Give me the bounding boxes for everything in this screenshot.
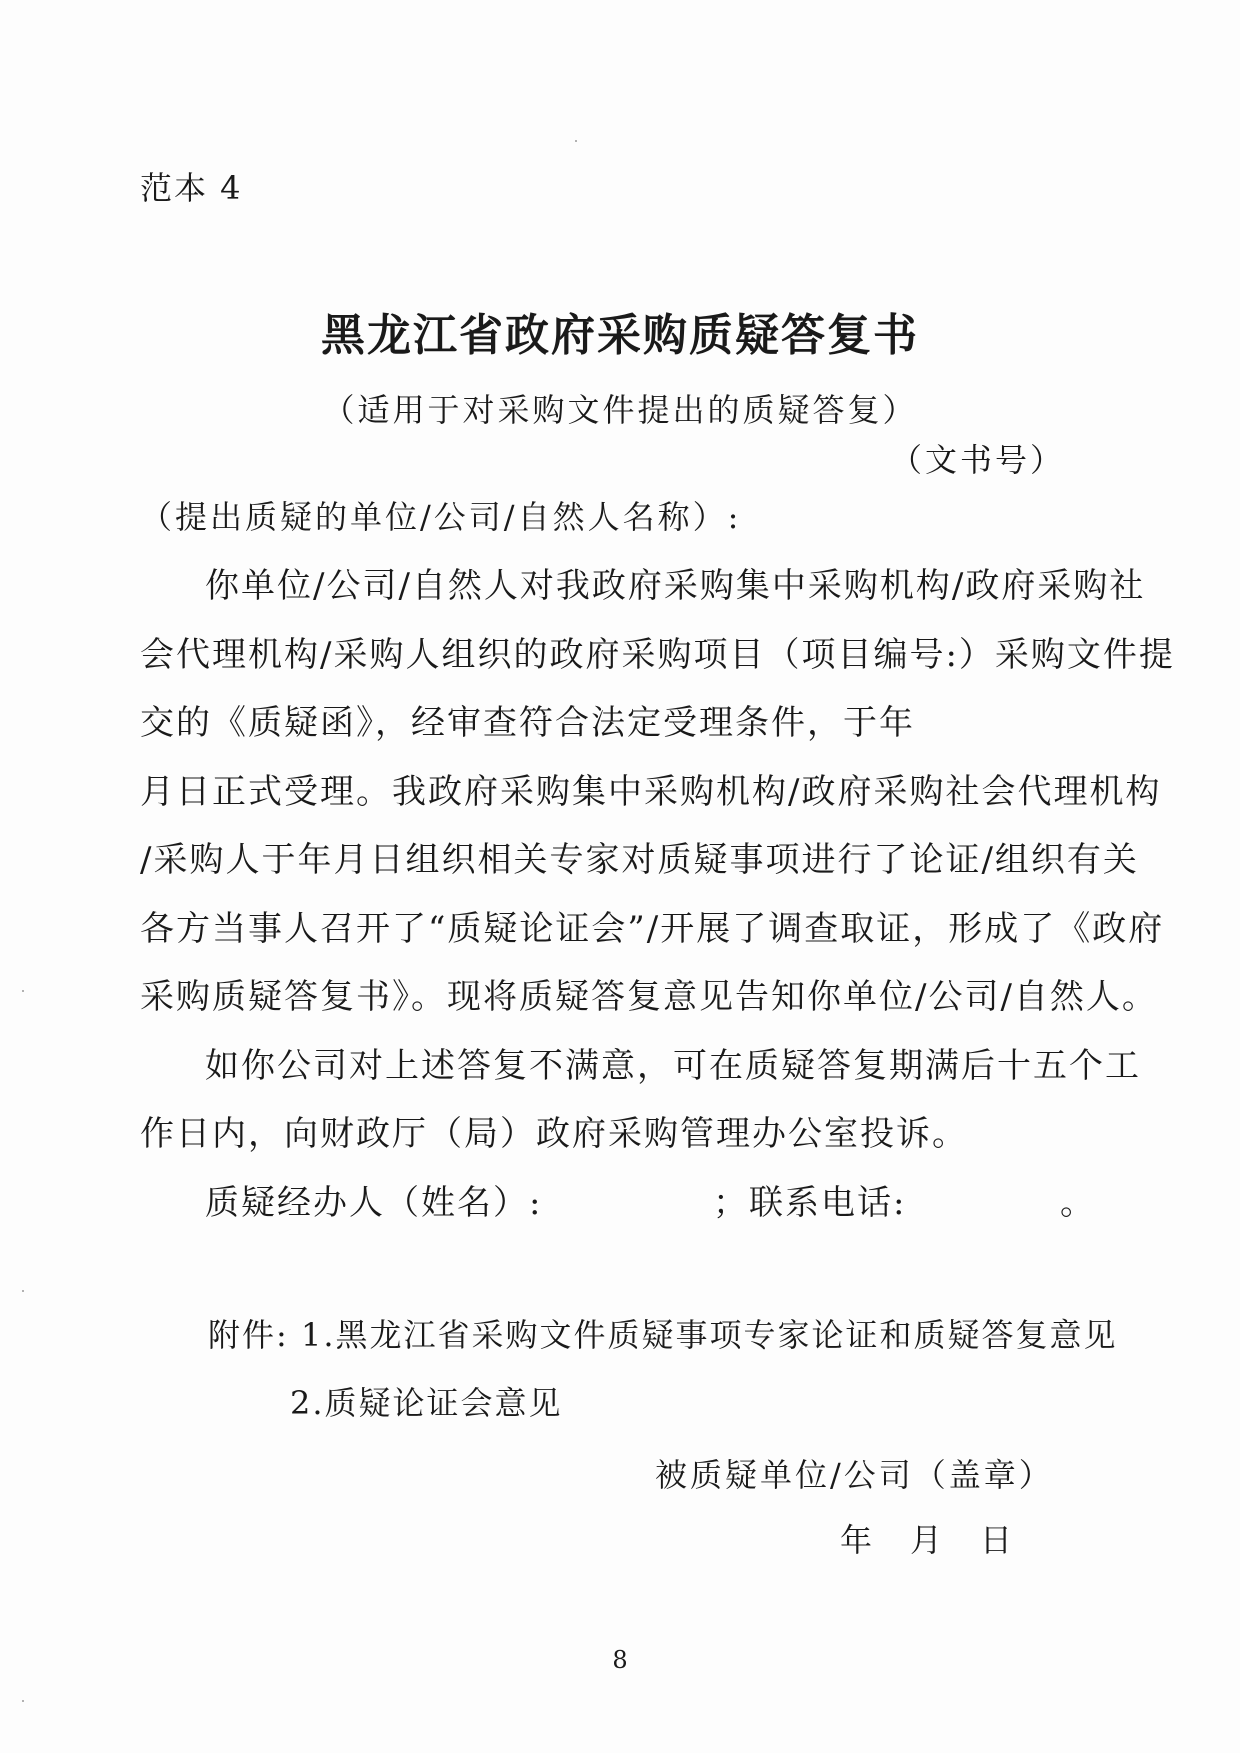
body-line: 你单位/公司/自然人对我政府采购集中采购机构/政府采购社	[205, 566, 1146, 606]
body-line: 如你公司对上述答复不满意，可在质疑答复期满后十五个工	[205, 1046, 1141, 1086]
body-line: 采购质疑答复书》。现将质疑答复意见告知你单位/公司/自然人。	[140, 977, 1158, 1017]
scan-speck	[22, 1290, 24, 1292]
scan-speck	[575, 140, 577, 142]
date-line	[840, 1520, 1050, 1560]
scan-speck	[22, 990, 24, 992]
document-title: 黑龙江省政府采购质疑答复书	[321, 310, 919, 361]
contact-end-mark: 。	[1060, 1183, 1096, 1223]
attachment-item-2: 2.质疑论证会意见	[290, 1384, 563, 1422]
body-line: 各方当事人召开了“质疑论证会”/开展了调查取证，形成了《政府	[140, 909, 1165, 949]
attachment-item-1: 附件: 1.黑龙江省采购文件质疑事项专家论证和质疑答复意见	[208, 1316, 1118, 1354]
body-line: 作日内，向财政厅（局）政府采购管理办公室投诉。	[140, 1114, 968, 1154]
body-line: /采购人于年月日组织相关专家对质疑事项进行了论证/组织有关	[140, 840, 1139, 880]
document-number: （文书号）	[889, 441, 1065, 479]
handler-label: 质疑经办人（姓名）:	[205, 1183, 543, 1223]
date-day: 日	[980, 1521, 1015, 1559]
page-number: 8	[612, 1646, 628, 1674]
body-line: 月日正式受理。我政府采购集中采购机构/政府采购社会代理机构	[140, 772, 1162, 812]
date-year: 年	[840, 1521, 875, 1559]
phone-label: ；联系电话:	[713, 1183, 907, 1223]
date-month: 月	[910, 1521, 945, 1559]
addressee: （提出质疑的单位/公司/自然人名称）:	[140, 498, 742, 536]
body-line: 会代理机构/采购人组织的政府采购项目（项目编号:）采购文件提	[140, 635, 1175, 675]
sample-label: 范本 4	[140, 169, 243, 207]
scan-speck	[22, 1700, 24, 1702]
signer-line: 被质疑单位/公司（盖章）	[655, 1456, 1054, 1494]
body-line: 交的《质疑函》，经审查符合法定受理条件，于年	[140, 703, 915, 743]
document-subtitle: （适用于对采购文件提出的质疑答复）	[322, 391, 918, 429]
